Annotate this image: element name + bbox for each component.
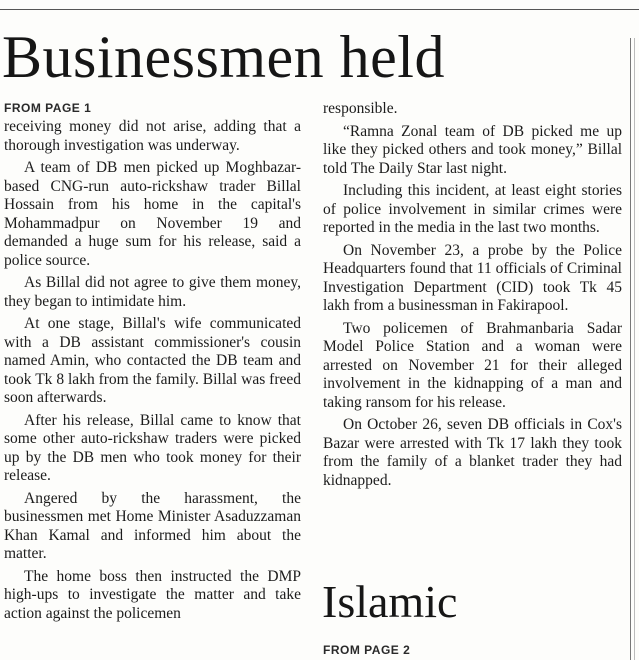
paragraph: As Billal did not agree to give them money, they began to intimidate him.	[4, 274, 301, 310]
paragraph: After his release, Billal came to know that some other auto-rickshaw traders were picked up by the DB men who took money for their release.	[4, 411, 301, 484]
column-divider	[630, 38, 631, 660]
paragraph: A team of DB men picked up Moghbazar-based CNG-run auto-rickshaw trader Billal Hossain from his home in the capital's Mohammadpur on November 19 and demanded a huge sum for his release, said a police source.	[4, 159, 301, 269]
continued-from-label: FROM PAGE 1	[4, 101, 92, 115]
continued-from-label-2: FROM PAGE 2	[323, 643, 411, 657]
paragraph: receiving money did not arise, adding that a thorough investigation was underway.	[4, 118, 301, 154]
paragraph: At one stage, Billal's wife communicated with a DB assistant commissioner's cousin named Amin, who contacted the DB team and took Tk 8 lakh from the family. Billal was freed soon afterwards.	[4, 315, 301, 406]
paragraph: responsible.	[323, 100, 398, 117]
paragraph: Including this incident, at least eight stories of police involvement in similar crimes were reported in the media in the last two months.	[323, 182, 622, 236]
paragraph: Angered by the harassment, the businessmen met Home Minister Asaduzzaman Khan Kamal and informed him about the matter.	[4, 489, 301, 562]
paragraph: Two policemen of Brahmanbaria Sadar Model Police Station and a woman were arrested on November 21 for their alleged involvement in the kidnapping of a man and taking ransom for his release.	[323, 319, 622, 411]
headline-businessmen-held: Businessmen held	[2, 24, 445, 90]
paragraph: On November 23, a probe by the Police Headquarters found that 11 officials of Criminal Investigation Department (CID) took Tk 45 lakh from a businessman in Fakirapool.	[323, 241, 622, 314]
headline-islamic: Islamic	[322, 576, 458, 627]
article-column-1	[4, 118, 301, 627]
paragraph: “Ramna Zonal team of DB picked me up like they picked others and took money,” Billal told The Daily Star last night.	[323, 122, 622, 177]
page-edge	[634, 38, 635, 660]
paragraph: The home boss then instructed the DMP high-ups to investigate the matter and take action against the policemen	[4, 567, 301, 622]
article-column-2	[323, 100, 622, 494]
top-rule	[0, 9, 639, 10]
paragraph: On October 26, seven DB officials in Cox's Bazar were arrested with Tk 17 lakh they took from the family of a blanket trader they had kidnapped.	[323, 416, 622, 489]
